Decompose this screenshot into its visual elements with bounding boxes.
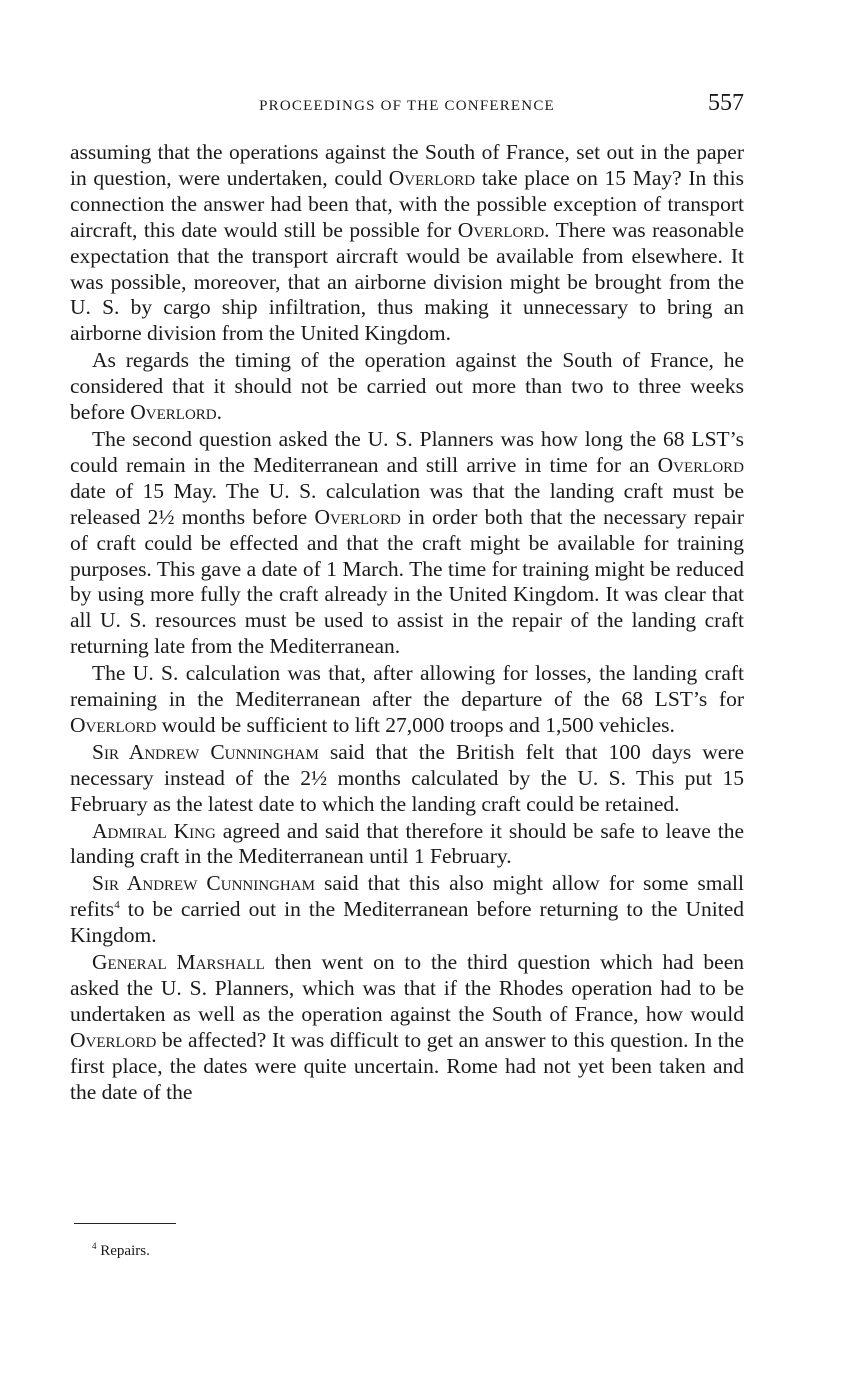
- page-header: [70, 88, 744, 124]
- paragraph-6: Admiral King agreed and said that therefore it should be safe to leave the landing craft in the Mediterranean until 1 February.: [70, 818, 744, 869]
- footnote-text: Repairs.: [100, 1243, 150, 1259]
- footnote-divider: [74, 1223, 176, 1224]
- running-head: PROCEEDINGS OF THE CONFERENCE: [259, 98, 555, 114]
- paragraph-1: assuming that the operations against the South of France, set out in the paper in question, were undertaken, could Overlord take place on 15 May? In this connection the answer had been that, with the possible exception of transport aircraft, this date would still be possible for Overlord. There was reasonable expectation that the transport aircraft would be available from elsewhere. It was possible, moreover, that an airborne division might be brought from the U. S. by cargo ship infiltration, thus making it unnecessary to bring an airborne division from the United Kingdom.: [70, 140, 744, 346]
- paragraph-2: As regards the timing of the operation against the South of France, he considered that it should not be carried out more than two to three weeks before Overlord.: [70, 348, 744, 425]
- footnote: [92, 1241, 150, 1260]
- paragraph-5: Sir Andrew Cunningham said that the British felt that 100 days were necessary instead of the 2½ months calculated by the U. S. This put 15 February as the latest date to which the landing craft could be retained.: [70, 739, 744, 816]
- operation-name: Overlord: [388, 165, 476, 190]
- operation-name: Overlord: [70, 712, 157, 737]
- page-number: 557: [708, 90, 744, 116]
- operation-name: Overlord: [314, 504, 401, 529]
- body-text: [70, 140, 744, 1107]
- operation-name: Overlord: [657, 452, 744, 477]
- footnote-number: 4: [92, 1241, 97, 1251]
- speaker-name: Sir Andrew Cunningham: [92, 739, 319, 764]
- speaker-name: General Marshall: [92, 950, 265, 975]
- operation-name: Overlord: [130, 400, 217, 425]
- paragraph-3: The second question asked the U. S. Planners was how long the 68 LST’s could remain in the Mediterranean and still arrive in time for an Overlord date of 15 May. The U. S. calculation was that the landing craft must be released 2½ months before Overlord in order both that the necessary repair of craft could be effected and that the craft might be available for training purposes. This gave a date of 1 March. The time for training might be reduced by using more fully the craft already in the United Kingdom. It was clear that all U. S. resources must be used to assist in the repair of the landing craft returning late from the Mediterranean.: [70, 426, 744, 659]
- speaker-name: Sir Andrew Cunningham: [92, 871, 315, 896]
- operation-name: Overlord: [70, 1027, 157, 1052]
- speaker-name: Admiral King: [92, 818, 216, 843]
- operation-name: Overlord: [457, 217, 545, 242]
- paragraph-7: Sir Andrew Cunningham said that this also might allow for some small refits$^4$ to be carried out in the Mediterranean before returning to the United Kingdom.: [70, 871, 744, 948]
- paragraph-4: The U. S. calculation was that, after allowing for losses, the landing craft remaining in the Mediterranean after the departure of the 68 LST’s for Overlord would be sufficient to lift 27,000 troops and 1,500 vehicles.: [70, 661, 744, 737]
- paragraph-8: General Marshall then went on to the third question which had been asked the U. S. Planners, which was that if the Rhodes operation had to be undertaken as well as the operation against the South of France, how would Overlord be affected? It was difficult to get an answer to this question. In the first place, the dates were quite uncertain. Rome had not yet been taken and the date of the: [70, 950, 744, 1104]
- footnote-reference: 4: [114, 899, 120, 912]
